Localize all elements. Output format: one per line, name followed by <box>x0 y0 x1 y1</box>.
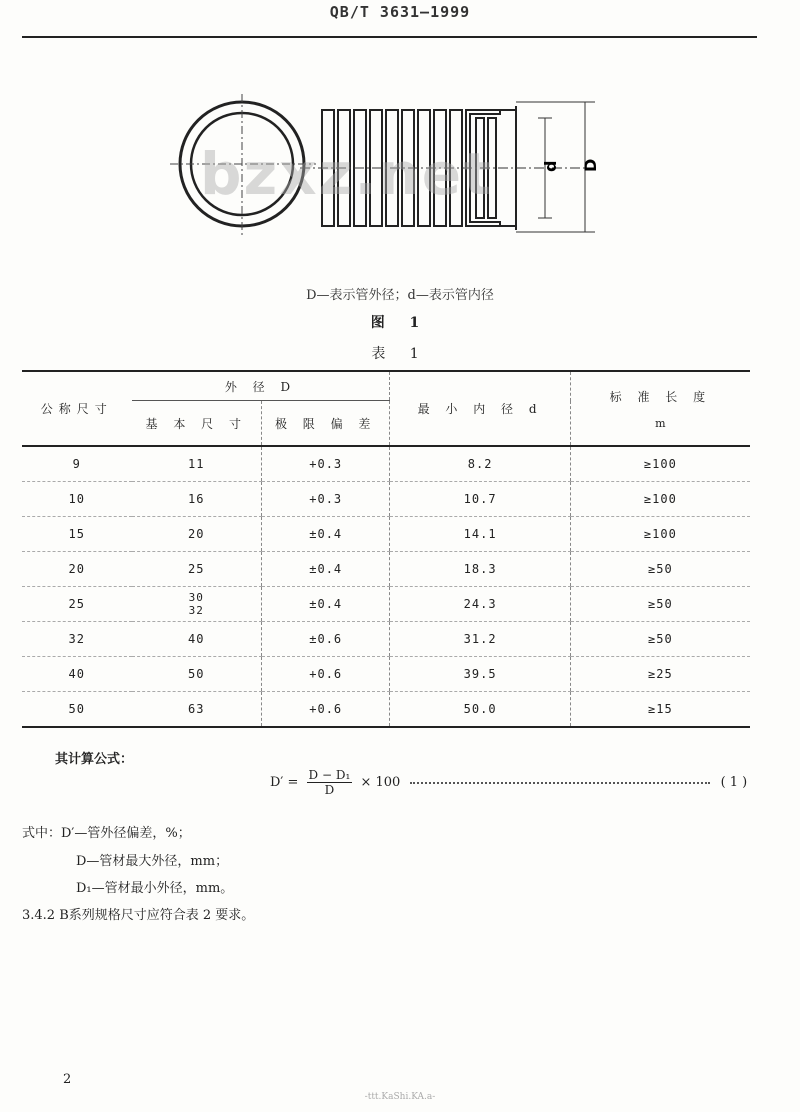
figure-legend: D—表示管外径；d—表示管内径 <box>306 288 494 303</box>
header-rule <box>22 36 757 38</box>
table-cell-length: ≥100 <box>570 517 750 552</box>
formula-numerator: D − D₁ <box>308 768 351 782</box>
table-row <box>22 446 750 482</box>
table-cell-inner: 10.7 <box>390 482 570 517</box>
outer-diameter-label: D <box>581 158 600 172</box>
table-cell-inner: 50.0 <box>390 692 570 728</box>
table-cell-basic: 16 <box>132 482 262 517</box>
table-cell-tolerance: +0.3 <box>261 482 390 517</box>
table-row <box>22 657 750 692</box>
col-length <box>570 371 750 446</box>
table-cell-basic: 11 <box>132 446 262 482</box>
table-cell-inner: 18.3 <box>390 552 570 587</box>
table-cell-basic: 25 <box>132 552 262 587</box>
table-cell-tolerance: ±0.4 <box>261 587 390 622</box>
formula <box>270 768 747 797</box>
table-row <box>22 482 750 517</box>
length-unit: m <box>655 416 666 430</box>
table-cell-tolerance: +0.6 <box>261 657 390 692</box>
col-nominal: 公称尺寸 <box>22 371 132 446</box>
spec-table <box>22 370 750 728</box>
note-line: D₁—管材最小外径，mm。 <box>76 881 234 896</box>
formula-intro: 其计算公式： <box>55 752 134 767</box>
table-cell-basic: 50 <box>132 657 262 692</box>
table-header-row <box>22 371 750 401</box>
table-cell-nominal: 50 <box>68 702 85 716</box>
table-cell-length: ≥25 <box>570 657 750 692</box>
note-line: D—管材最大外径，mm； <box>76 854 229 869</box>
table-row <box>22 587 750 622</box>
table-cell-nominal: 32 <box>22 622 132 657</box>
table-cell-length: ≥15 <box>570 692 750 728</box>
table-bottom-rule <box>22 727 750 728</box>
table-cell-tolerance: ±0.4 <box>261 517 390 552</box>
table-cell-length: ≥50 <box>570 622 750 657</box>
note-line: 式中：D′—管外径偏差，%； <box>22 826 191 841</box>
table-cell-length: ≥50 <box>570 587 750 622</box>
col-outer-diameter: 外 径 D <box>132 371 390 401</box>
table-cell-nominal: 9 <box>22 446 132 482</box>
table-cell-length: ≥100 <box>570 482 750 517</box>
table-cell-length: ≥100 <box>570 446 750 482</box>
table-cell-tolerance: ±0.4 <box>261 552 390 587</box>
table-cell-inner: 24.3 <box>390 587 570 622</box>
table-row <box>22 517 750 552</box>
table-cell-nominal: 15 <box>22 517 132 552</box>
footer-mark: -ttt.KaShi.KA.a- <box>364 1092 436 1102</box>
table-cell-tolerance: +0.6 <box>261 692 390 728</box>
formula-leader-dots <box>410 782 710 784</box>
col-tolerance: 极 限 偏 差 <box>261 401 390 447</box>
table-body <box>22 446 750 727</box>
standard-code: QB/T 3631—1999 <box>329 3 471 21</box>
table-cell-tolerance: ±0.6 <box>261 622 390 657</box>
table-cell-inner: 31.2 <box>390 622 570 657</box>
table-row <box>22 692 750 728</box>
col-basic-size: 基 本 尺 寸 <box>132 401 262 447</box>
table-cell-inner: 14.1 <box>390 517 570 552</box>
table-cell-basic: 20 <box>132 517 262 552</box>
formula-lhs: D′ = <box>270 775 299 790</box>
inner-diameter-label: d <box>541 160 560 172</box>
table-cell-nominal: 20 <box>22 552 132 587</box>
table-cell-nominal: 40 <box>22 657 132 692</box>
table-cell-inner: 8.2 <box>390 446 570 482</box>
formula-number: ( 1 ) <box>720 775 748 790</box>
length-header: 标 准 长 度 <box>609 389 712 404</box>
table-cell-nominal: 25 <box>22 587 132 622</box>
table-cell-length: ≥50 <box>570 552 750 587</box>
col-min-inner: 最 小 内 径 d <box>390 371 570 446</box>
formula-denominator: D <box>324 783 335 797</box>
page-number: 2 <box>63 1072 72 1087</box>
table-cell-nominal: 10 <box>22 482 132 517</box>
table-row <box>22 622 750 657</box>
table-cell-tolerance: +0.3 <box>261 446 390 482</box>
table-cell-basic: 63 <box>188 702 205 716</box>
figure-title: 图 1 <box>370 315 430 331</box>
table-cell-basic: 30 32 <box>132 587 262 622</box>
table-cell-basic: 40 <box>132 622 262 657</box>
clause-text: 3.4.2 B系列规格尺寸应符合表 2 要求。 <box>22 908 255 923</box>
formula-fraction <box>307 768 353 797</box>
formula-multiplier: × 100 <box>360 775 401 790</box>
table-cell-inner: 39.5 <box>390 657 570 692</box>
watermark: bzxz.net <box>200 140 493 208</box>
table-row <box>22 552 750 587</box>
table-title: 表 1 <box>371 346 429 362</box>
